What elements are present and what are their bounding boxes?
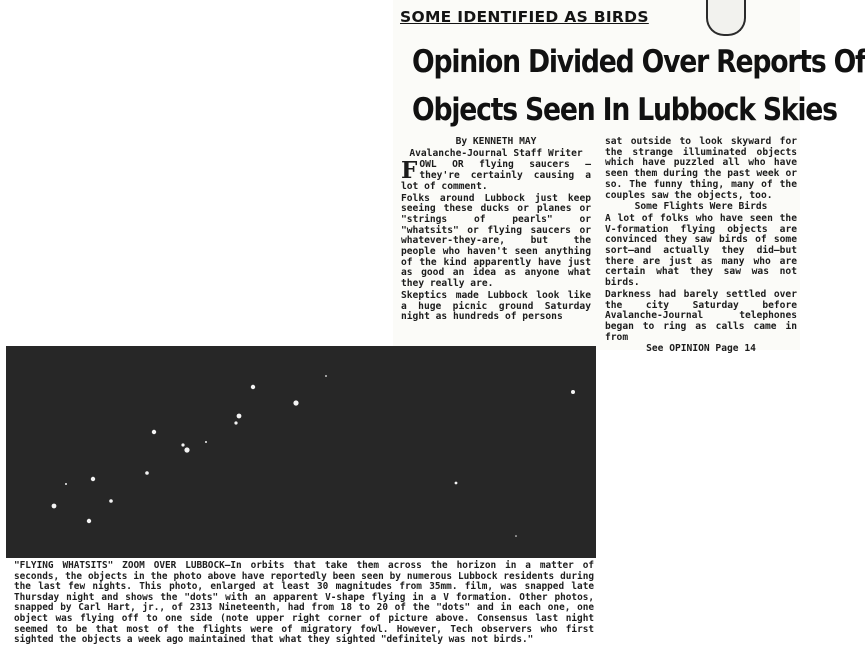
light-dot (251, 385, 255, 389)
light-dot (152, 430, 156, 434)
paragraph-4: sat outside to look skyward for the strange illuminated objects which have puzzled all who have seen them during the past week or so. The funny thing, many of the couples saw the objects, too. (605, 136, 797, 201)
paragraph-1 (401, 157, 591, 192)
light-dot (65, 483, 67, 485)
light-dot (571, 390, 575, 394)
continuation-line: See OPINION Page 14 (646, 343, 756, 355)
paragraph-1-text: OWL OR flying saucers — they're certainly causing a lot of comment. (401, 159, 591, 192)
article-column-left (401, 137, 591, 324)
light-dot (237, 414, 242, 419)
byline: By KENNETH MAY (455, 136, 537, 147)
night-sky-photo (6, 346, 596, 558)
light-dot (52, 504, 57, 509)
kicker: SOME IDENTIFIED AS BIRDS (400, 8, 649, 26)
subhead: Some Flights Were Birds (634, 201, 768, 213)
light-dot (325, 375, 327, 377)
drop-cap: F (401, 157, 418, 185)
light-dot (145, 471, 149, 475)
staff-line: Avalanche-Journal Staff Writer (409, 147, 583, 159)
light-dot (234, 421, 237, 424)
light-dot (515, 535, 517, 537)
paragraph-5: A lot of folks who have seen the V-formation flying objects are convinced they saw birds of some sort—and actually they did—but there are just as many who are certain what they saw was not birds. (605, 212, 797, 289)
light-dot (293, 400, 298, 405)
headline-line-1: Opinion Divided Over Reports Of (412, 44, 865, 80)
headline (412, 38, 865, 134)
light-dot (87, 519, 91, 523)
paragraph-2: Folks around Lubbock just keep seeing these ducks or planes or "strings of pearls" or "whatsits" or flying saucers or whatever-they-are, but the people who haven't seen anything of the kind apparently have just as good an idea as anyone what they really are. (401, 192, 591, 290)
article-column-right (605, 137, 797, 356)
headline-line-2: Objects Seen In Lubbock Skies (412, 92, 837, 128)
paragraph-6: Darkness had barely settled over the city Saturday before Avalanche-Journal telephones began to ring as calls came in from (605, 288, 797, 343)
light-dot (109, 499, 113, 503)
light-dot (91, 477, 95, 481)
light-dot (455, 482, 458, 485)
caption-title: "FLYING WHATSITS" ZOOM OVER LUBBOCK (14, 560, 225, 571)
light-dot (205, 441, 207, 443)
paragraph-3: Skeptics made Lubbock look like a huge picnic ground Saturday night as hundreds of persons (401, 289, 591, 323)
caption-body: —In orbits that take them across the horizon in a matter of seconds, the objects in the photo above have reportedly been seen by numerous Lubbock residents during the last few nights. This photo, enlarged at least 30 magnitudes from 35mm. film, was snapped late Thursday night and shows the "dots" with an apparent V-shape flying in a V formation. Other photos, snapped by Carl Hart, jr., of 2313 Nineteenth, had from 18 to 20 of the "dots" and in each one, one object was flying off to one side (note upper right corner of picture above. Consensus last night seemed to be that most of the flights were of migratory fowl. However, Tech observers who first sighted the objects a week ago maintained that what they sighted "definitely was not birds." (14, 560, 594, 646)
photo-caption (14, 561, 594, 646)
sky-lights (6, 346, 596, 558)
light-dot (181, 443, 184, 446)
light-dot (184, 447, 189, 452)
page-tab-decoration (706, 0, 746, 36)
